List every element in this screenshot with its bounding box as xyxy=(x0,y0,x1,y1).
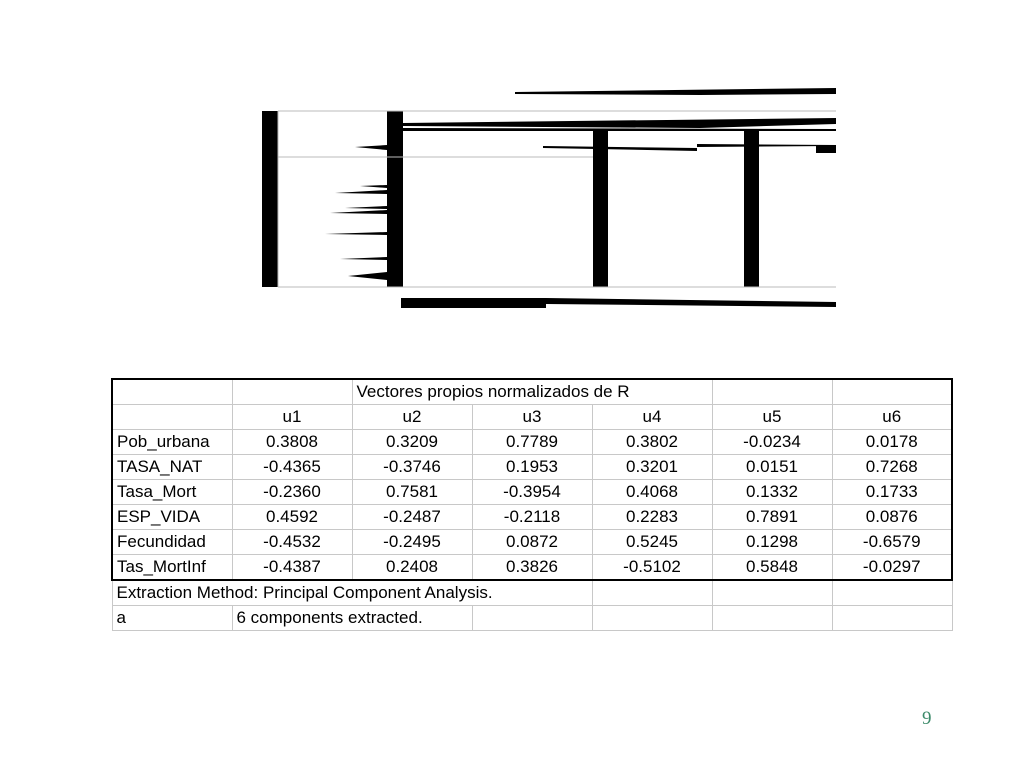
table-row xyxy=(112,555,952,581)
table-row xyxy=(112,480,952,505)
value-cell: -0.3954 xyxy=(472,480,592,505)
graphic-artifact xyxy=(0,0,1024,320)
empty-cell xyxy=(832,379,952,405)
value-cell: 0.2408 xyxy=(352,555,472,581)
value-cell: 0.0178 xyxy=(832,430,952,455)
row-label: TASA_NAT xyxy=(112,455,232,480)
column-header-row xyxy=(112,405,952,430)
value-cell: -0.2360 xyxy=(232,480,352,505)
value-cell: 0.5245 xyxy=(592,530,712,555)
column-header: u5 xyxy=(712,405,832,430)
empty-cell xyxy=(232,379,352,405)
footer-components-row xyxy=(112,606,952,631)
value-cell: 0.1298 xyxy=(712,530,832,555)
value-cell: -0.6579 xyxy=(832,530,952,555)
empty-cell xyxy=(712,580,832,606)
value-cell: 0.4592 xyxy=(232,505,352,530)
components-extracted-note: 6 components extracted. xyxy=(232,606,472,631)
value-cell: 0.7581 xyxy=(352,480,472,505)
column-header: u3 xyxy=(472,405,592,430)
row-label: Tasa_Mort xyxy=(112,480,232,505)
value-cell: -0.0297 xyxy=(832,555,952,581)
value-cell: 0.5848 xyxy=(712,555,832,581)
value-cell: 0.0151 xyxy=(712,455,832,480)
value-cell: -0.5102 xyxy=(592,555,712,581)
table-row xyxy=(112,505,952,530)
value-cell: 0.2283 xyxy=(592,505,712,530)
eigenvector-table xyxy=(111,378,953,631)
value-cell: 0.3209 xyxy=(352,430,472,455)
table-title: Vectores propios normalizados de R xyxy=(352,379,712,405)
value-cell: 0.4068 xyxy=(592,480,712,505)
row-label: ESP_VIDA xyxy=(112,505,232,530)
column-header: u2 xyxy=(352,405,472,430)
value-cell: -0.4532 xyxy=(232,530,352,555)
footnote-marker: a xyxy=(112,606,232,631)
value-cell: -0.2118 xyxy=(472,505,592,530)
row-label: Tas_MortInf xyxy=(112,555,232,581)
empty-cell xyxy=(832,580,952,606)
empty-cell xyxy=(832,606,952,631)
value-cell: 0.0872 xyxy=(472,530,592,555)
value-cell: 0.3808 xyxy=(232,430,352,455)
value-cell: 0.3201 xyxy=(592,455,712,480)
value-cell: 0.1953 xyxy=(472,455,592,480)
value-cell: -0.2495 xyxy=(352,530,472,555)
column-header: u4 xyxy=(592,405,712,430)
empty-cell xyxy=(712,606,832,631)
empty-cell xyxy=(592,606,712,631)
value-cell: 0.7789 xyxy=(472,430,592,455)
footer-method-row xyxy=(112,580,952,606)
value-cell: -0.2487 xyxy=(352,505,472,530)
empty-cell xyxy=(592,580,712,606)
page-number: 9 xyxy=(922,708,932,729)
value-cell: 0.0876 xyxy=(832,505,952,530)
table-row xyxy=(112,455,952,480)
empty-cell xyxy=(112,405,232,430)
value-cell: -0.0234 xyxy=(712,430,832,455)
table-title-row xyxy=(112,379,952,405)
value-cell: -0.4387 xyxy=(232,555,352,581)
table-row xyxy=(112,530,952,555)
value-cell: 0.7268 xyxy=(832,455,952,480)
extraction-method-note: Extraction Method: Principal Component Analysis. xyxy=(112,580,592,606)
value-cell: -0.3746 xyxy=(352,455,472,480)
empty-cell xyxy=(712,379,832,405)
empty-cell xyxy=(112,379,232,405)
row-label: Fecundidad xyxy=(112,530,232,555)
value-cell: 0.7891 xyxy=(712,505,832,530)
value-cell: -0.4365 xyxy=(232,455,352,480)
value-cell: 0.3802 xyxy=(592,430,712,455)
value-cell: 0.1332 xyxy=(712,480,832,505)
value-cell: 0.3826 xyxy=(472,555,592,581)
table-row xyxy=(112,430,952,455)
column-header: u6 xyxy=(832,405,952,430)
row-label: Pob_urbana xyxy=(112,430,232,455)
value-cell: 0.1733 xyxy=(832,480,952,505)
column-header: u1 xyxy=(232,405,352,430)
empty-cell xyxy=(472,606,592,631)
